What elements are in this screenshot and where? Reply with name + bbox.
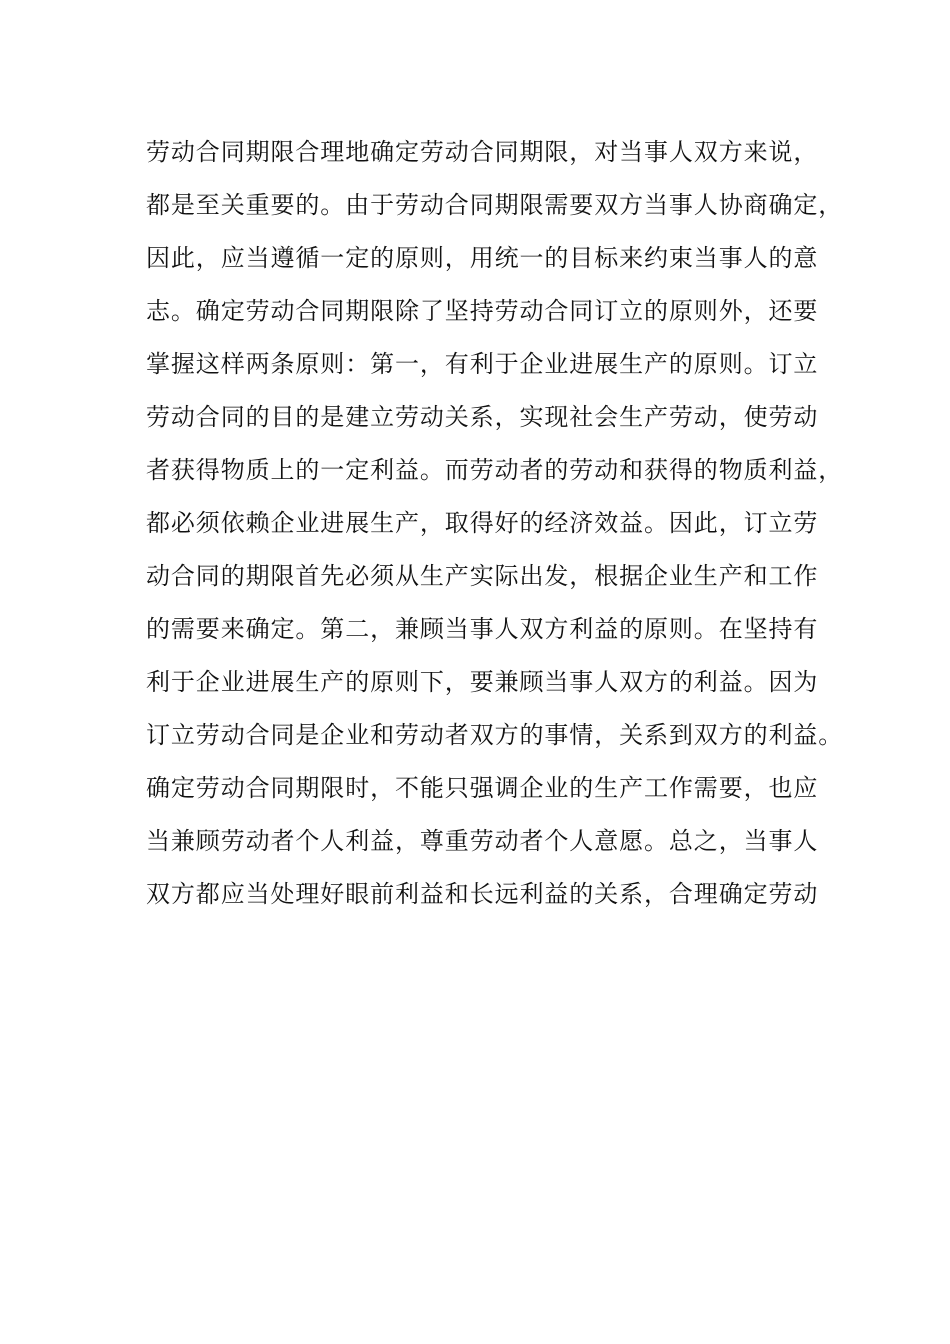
text-line: 因此，应当遵循一定的原则，用统一的目标来约束当事人的意 bbox=[146, 244, 819, 272]
text-line: 都必须依赖企业进展生产，取得好的经济效益。因此，订立劳 bbox=[146, 509, 819, 537]
text-line: 劳动合同的目的是建立劳动关系，实现社会生产劳动，使劳动 bbox=[146, 403, 819, 431]
text-line: 掌握这样两条原则：第一，有利于企业进展生产的原则。订立 bbox=[146, 350, 819, 378]
text-line: 确定劳动合同期限时，不能只强调企业的生产工作需要，也应 bbox=[146, 774, 819, 802]
text-line: 双方都应当处理好眼前利益和长远利益的关系，合理确定劳动 bbox=[146, 880, 819, 908]
text-line: 劳动合同期限合理地确定劳动合同期限，对当事人双方来说， bbox=[146, 138, 819, 166]
text-line: 动合同的期限首先必须从生产实际出发，根据企业生产和工作 bbox=[146, 562, 819, 590]
text-line: 订立劳动合同是企业和劳动者双方的事情，关系到双方的利益。 bbox=[146, 721, 844, 749]
text-line: 的需要来确定。第二，兼顾当事人双方利益的原则。在坚持有 bbox=[146, 615, 819, 643]
text-line: 都是至关重要的。由于劳动合同期限需要双方当事人协商确定， bbox=[146, 191, 844, 219]
text-line: 志。确定劳动合同期限除了坚持劳动合同订立的原则外，还要 bbox=[146, 297, 819, 325]
text-line: 者获得物质上的一定利益。而劳动者的劳动和获得的物质利益， bbox=[146, 456, 844, 484]
text-line: 当兼顾劳动者个人利益，尊重劳动者个人意愿。总之，当事人 bbox=[146, 827, 819, 855]
body-text bbox=[146, 132, 846, 927]
text-line: 利于企业进展生产的原则下，要兼顾当事人双方的利益。因为 bbox=[146, 668, 819, 696]
